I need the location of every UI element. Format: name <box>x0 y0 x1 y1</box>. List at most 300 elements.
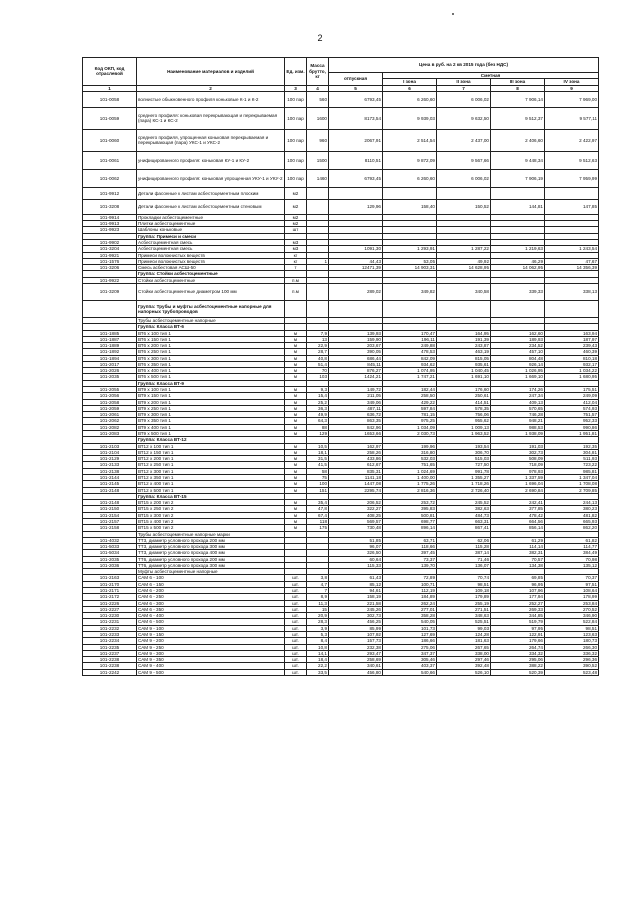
cell-unit: шт. <box>285 625 307 631</box>
cell-price-zone-1: 934,62 <box>383 361 437 367</box>
cell-mass <box>307 283 329 300</box>
cell-price-zone-1: 478,53 <box>383 349 437 355</box>
cell-unit: м <box>285 431 307 437</box>
cell-name: САМ 6 - 200 <box>137 588 285 594</box>
cell-price-sale: 1141,18 <box>329 474 383 480</box>
col-number: 3 <box>285 85 307 91</box>
cell-mass: 49,9 <box>307 412 329 418</box>
cell-price-zone-1: 2 514,54 <box>383 129 437 151</box>
cell-price-zone-4: 98,51 <box>545 625 599 631</box>
cell-price-zone-2: 255,19 <box>437 600 491 606</box>
cell-code: 101-2235 <box>83 644 137 650</box>
cell-code: 101-2035 <box>83 374 137 380</box>
cell-price-zone-4: 990,86 <box>545 424 599 430</box>
cell-code: 101-0061 <box>83 151 137 169</box>
cell-price-zone-3: 269,33 <box>491 606 545 612</box>
cell-mass: 100 <box>307 481 329 487</box>
cell-mass: 13 <box>307 336 329 342</box>
cell-unit: шт. <box>285 606 307 612</box>
cell-price-zone-1: 101,73 <box>383 625 437 631</box>
cell-name: ВТ15 х 300 тип 2 <box>137 512 285 518</box>
cell-mass: 960 <box>307 129 329 151</box>
cell-name: Муфты асбестоцементные напорные <box>137 569 285 575</box>
cell-price-zone-4: 7 969,00 <box>545 91 599 107</box>
cell-price-zone-4: 723,22 <box>545 462 599 468</box>
cell-price-zone-4: 239,43 <box>545 343 599 349</box>
cell-unit: м <box>285 368 307 374</box>
cell-price-zone-2: 176,60 <box>437 387 491 393</box>
cell-mass: 40,8 <box>307 355 329 361</box>
cell-unit: м2 <box>285 214 307 220</box>
cell-unit: шт. <box>285 588 307 594</box>
header-zones: Сметная <box>383 73 599 79</box>
cell-name: ВТ9 х 350 тип 1 <box>137 418 285 424</box>
cell-price-zone-2: 2 437,00 <box>437 129 491 151</box>
cell-price-zone-1: 72,89 <box>383 575 437 581</box>
cell-price-zone-1 <box>383 300 437 317</box>
cell-mass: 14,1 <box>307 650 329 656</box>
table-row <box>83 199 599 214</box>
cell-code: 101-2238 <box>83 663 137 669</box>
table-row <box>83 669 599 675</box>
cell-mass: 47,8 <box>307 506 329 512</box>
cell-price-sale: 456,80 <box>329 669 383 675</box>
cell-mass: 8,4 <box>307 638 329 644</box>
cell-code: 101-2145 <box>83 481 137 487</box>
cell-name: ВТ9 х 150 тип 1 <box>137 393 285 399</box>
cell-unit: м <box>285 506 307 512</box>
cell-price-zone-3: 2 690,84 <box>491 487 545 493</box>
cell-name: Группа: Класса ВТ-6 <box>137 324 285 330</box>
cell-price-zone-3: 664,56 <box>491 518 545 524</box>
cell-mass: 28,3 <box>307 619 329 625</box>
cell-code: 101-3209 <box>83 283 137 300</box>
cell-code: 101-3206 <box>83 265 137 271</box>
cell-unit: м <box>285 418 307 424</box>
cell-price-sale: 863,35 <box>329 418 383 424</box>
cell-code: 101-2148 <box>83 487 137 493</box>
cell-price-zone-4: 862,20 <box>545 525 599 531</box>
cell-price-zone-2: 99,03 <box>437 625 491 631</box>
cell-mass: 7,9 <box>307 330 329 336</box>
cell-price-zone-1: 182,44 <box>383 387 437 393</box>
cell-price-zone-4: 249,09 <box>545 393 599 399</box>
cell-price-sale: 139,93 <box>329 330 383 336</box>
cell-price-sale: 612,67 <box>329 462 383 468</box>
cell-price-zone-3: 570,65 <box>491 405 545 411</box>
cell-price-zone-3: 1 696,04 <box>491 481 545 487</box>
cell-unit: м <box>285 336 307 342</box>
cell-name: среднего профиля: коньковая перекрывающая и перекрываемая (пара) КС-1 и КС-2 <box>137 107 285 129</box>
cell-name: ВТ12 х 400 тип 1 <box>137 481 285 487</box>
cell-code: 101-9921 <box>83 252 137 258</box>
cell-mass: 5,3 <box>307 632 329 638</box>
cell-name: Плитки асбестоцементные <box>137 221 285 227</box>
cell-price-zone-4: 192,35 <box>545 443 599 449</box>
cell-name: САМ 9 - 300 <box>137 650 285 656</box>
cell-price-zone-3: 339,33 <box>491 283 545 300</box>
cell-code: 101-2103 <box>83 443 137 449</box>
cell-price-sale: 456,25 <box>329 619 383 625</box>
col-number: 8 <box>491 85 545 91</box>
cell-code: 101-1885 <box>83 330 137 336</box>
cell-price-zone-4: 147,85 <box>545 199 599 214</box>
cell-mass: 31,5 <box>307 456 329 462</box>
cell-price-zone-4: 47,67 <box>545 258 599 264</box>
cell-price-zone-2: 181,63 <box>437 638 491 644</box>
cell-code: 101-2238 <box>83 657 137 663</box>
cell-name: Смесь асбестовая АСШ-50 <box>137 265 285 271</box>
cell-name: ВТ6 х 400 тип 1 <box>137 368 285 374</box>
cell-mass: 67,4 <box>307 512 329 518</box>
cell-mass: 36,3 <box>307 405 329 411</box>
cell-price-sale: 326,50 <box>329 550 383 556</box>
cell-code: 101-2234 <box>83 638 137 644</box>
cell-code: 101-2230 <box>83 613 137 619</box>
cell-mass: 51,4 <box>307 361 329 367</box>
cell-price-zone-1: 403,37 <box>383 663 437 669</box>
cell-price-zone-2: 1 355,27 <box>437 474 491 480</box>
cell-price-zone-4: 810,18 <box>545 355 599 361</box>
cell-name: САМ 6 - 500 <box>137 619 285 625</box>
cell-price-zone-4: 178,99 <box>545 594 599 600</box>
cell-mass: 35,4 <box>307 500 329 506</box>
cell-price-zone-1: 196,11 <box>383 336 437 342</box>
cell-price-sale: 1653,66 <box>329 431 383 437</box>
cell-name: ВТ12 х 300 тип 1 <box>137 468 285 474</box>
cell-price-zone-3: 69,85 <box>491 575 545 581</box>
cell-code: 101-2056 <box>83 393 137 399</box>
cell-price-zone-1: 2 030,73 <box>383 431 437 437</box>
cell-price-sale: 2295,74 <box>329 487 383 493</box>
cell-price-zone-3: 804,48 <box>491 355 545 361</box>
cell-name: САМ 6 - 300 <box>137 600 285 606</box>
cell-code: 101-5034 <box>83 550 137 556</box>
cell-price-sale: 85,12 <box>329 581 383 587</box>
cell-price-sale: 206,52 <box>329 500 383 506</box>
cell-price-zone-3: 409,13 <box>491 399 545 405</box>
group-row <box>83 300 599 317</box>
cell-unit: м <box>285 512 307 518</box>
cell-name: Примеси волокнистых веществ <box>137 252 285 258</box>
cell-price-sale: 1091,30 <box>329 246 383 252</box>
cell-price-zone-4: 1 708,08 <box>545 481 599 487</box>
cell-price-zone-1: 262,24 <box>383 600 437 606</box>
cell-price-zone-4: 97,51 <box>545 581 599 587</box>
cell-name: САМ 9 - 500 <box>137 669 285 675</box>
header-name: Наименование материалов и изделий <box>137 58 285 86</box>
cell-code: 101-2148 <box>83 500 137 506</box>
cell-price-zone-4: 523,48 <box>545 669 599 675</box>
cell-price-zone-1: 158,40 <box>383 199 437 214</box>
cell-price-sale: 60,64 <box>329 556 383 562</box>
cell-price-zone-2 <box>437 187 491 199</box>
cell-price-zone-2: 164,95 <box>437 330 491 336</box>
cell-mass: 7 <box>307 588 329 594</box>
cell-price-zone-2: 243,87 <box>437 343 491 349</box>
cell-price-zone-2: 578,35 <box>437 405 491 411</box>
header-mass: Масса брутто, кг <box>307 58 329 86</box>
cell-name: Примеси волокнистых веществ <box>137 258 285 264</box>
cell-unit: шт. <box>285 669 307 675</box>
cell-code: 101-2055 <box>83 387 137 393</box>
cell-price-sale: 569,57 <box>329 518 383 524</box>
cell-price-zone-4: 1 034,22 <box>545 368 599 374</box>
cell-price-zone-2: 6 006,02 <box>437 91 491 107</box>
cell-price-zone-1: 53,05 <box>383 258 437 264</box>
cell-mass: 33,5 <box>307 669 329 675</box>
cell-mass: 8,9 <box>307 594 329 600</box>
cell-price-sale: 232,38 <box>329 644 383 650</box>
cell-price-zone-3: 1 219,63 <box>491 246 545 252</box>
cell-price-zone-3: 519,79 <box>491 619 545 625</box>
cell-name: Группа: Стойки асбестоцементные <box>137 271 285 277</box>
cell-price-zone-1: 258,50 <box>383 393 437 399</box>
cell-price-zone-1: 139,70 <box>383 562 437 568</box>
cell-price-zone-4: 187,97 <box>545 336 599 342</box>
cell-name: ВТ6 х 500 тип 1 <box>137 374 285 380</box>
cell-price-zone-1: 1 775,26 <box>383 481 437 487</box>
cell-name: ВТ6 х 200 тип 1 <box>137 343 285 349</box>
cell-price-zone-2: 1 287,22 <box>437 246 491 252</box>
cell-unit: шт. <box>285 638 307 644</box>
cell-price-sale: 302,73 <box>329 613 383 619</box>
cell-price-zone-1: 184,89 <box>383 594 437 600</box>
cell-price-zone-3: 856,14 <box>491 525 545 531</box>
cell-price-sale: 636,72 <box>329 412 383 418</box>
cell-price-zone-3: 1 026,95 <box>491 368 545 374</box>
cell-name: ВТ12 х 350 тип 1 <box>137 474 285 480</box>
cell-price-zone-1: 1 024,69 <box>383 468 437 474</box>
cell-price-zone-2: 109,18 <box>437 588 491 594</box>
cell-unit: п.м <box>285 277 307 283</box>
cell-price-zone-4: 338,13 <box>545 283 599 300</box>
cell-mass: 151 <box>307 487 329 493</box>
header-price: Цена в руб. на 2 кв 2015 года (без НДС) <box>329 58 599 73</box>
cell-mass: 3,8 <box>307 575 329 581</box>
cell-code: 101-3204 <box>83 246 137 252</box>
cell-price-zone-4: 336,32 <box>545 650 599 656</box>
cell-name: ВТ15 х 400 тип 2 <box>137 518 285 524</box>
cell-price-zone-2: 1 040,45 <box>437 368 491 374</box>
cell-code: 101-2157 <box>83 518 137 524</box>
cell-price-sale: 94,61 <box>329 588 383 594</box>
cell-mass: 1 <box>307 258 329 264</box>
cell-mass: 41,5 <box>307 462 329 468</box>
cell-code: 101-2026 <box>83 368 137 374</box>
cell-mass <box>307 300 329 317</box>
cell-price-zone-1: 698,77 <box>383 518 437 524</box>
cell-unit: м3 <box>285 246 307 252</box>
cell-price-zone-4: 384,49 <box>545 550 599 556</box>
col-number: 7 <box>437 85 491 91</box>
cell-price-sale: 8173,54 <box>329 107 383 129</box>
cell-name: Трубы асбестоцементные напорные <box>137 317 285 323</box>
cell-price-zone-4: 412,04 <box>545 399 599 405</box>
cell-unit: 100 пар <box>285 107 307 129</box>
cell-price-zone-4: 1 951,81 <box>545 431 599 437</box>
cell-price-zone-4: 70,37 <box>545 575 599 581</box>
cell-price-zone-1: 316,80 <box>383 449 437 455</box>
cell-code: 101-2163 <box>83 575 137 581</box>
cell-price-zone-3: 1 938,09 <box>491 431 545 437</box>
cell-price-zone-4: 2 709,85 <box>545 487 599 493</box>
cell-code: 101-2104 <box>83 449 137 455</box>
cell-name: САМ 9 - 100 <box>137 625 285 631</box>
cell-price-sale: 6793,45 <box>329 169 383 187</box>
cell-price-zone-4: 952,33 <box>545 418 599 424</box>
cell-name: ТТ3, диаметр условного прохода 400 мм <box>137 550 285 556</box>
cell-price-zone-3: 302,73 <box>491 449 545 455</box>
cell-unit: м2 <box>285 199 307 214</box>
cell-code: 101-2226 <box>83 600 137 606</box>
cell-mass: 1460 <box>307 169 329 187</box>
cell-price-sale: 221,58 <box>329 600 383 606</box>
header-zone-4: IV зона <box>545 79 599 85</box>
cell-price-zone-3: 344,85 <box>491 613 545 619</box>
cell-code: 101-2062 <box>83 418 137 424</box>
cell-price-zone-4: 244,13 <box>545 500 599 506</box>
cell-price-sale: 129,96 <box>329 199 383 214</box>
cell-price-sale: 258,26 <box>329 449 383 455</box>
cell-price-zone-2: 150,52 <box>437 199 491 214</box>
cell-code: 101-2083 <box>83 431 137 437</box>
cell-price-zone-4: 390,52 <box>545 663 599 669</box>
cell-mass <box>307 199 329 214</box>
cell-price-zone-2: 463,19 <box>437 349 491 355</box>
cell-code: 101-2227 <box>83 606 137 612</box>
cell-name: Детали фасонные к листам асбестоцементным стеновым <box>137 199 285 214</box>
cell-unit <box>285 300 307 317</box>
cell-unit: м3 <box>285 239 307 245</box>
cell-price-zone-1: 6 260,60 <box>383 91 437 107</box>
header-sale: отпускная <box>329 73 383 86</box>
cell-code: 101-1889 <box>83 343 137 349</box>
cell-price-zone-2: 340,58 <box>437 283 491 300</box>
cell-price-zone-2: 98,51 <box>437 581 491 587</box>
cell-name: ВТ12 х 100 тип 1 <box>137 443 285 449</box>
cell-unit: м <box>285 443 307 449</box>
cell-price-zone-3: 242,41 <box>491 500 545 506</box>
cell-code: 101-0062 <box>83 169 137 187</box>
cell-price-zone-1: 429,22 <box>383 399 437 405</box>
cell-price-zone-3: 457,10 <box>491 349 545 355</box>
cell-price-sale: 61,43 <box>329 575 383 581</box>
cell-mass: 11,3 <box>307 600 329 606</box>
cell-code: 101-2232 <box>83 625 137 631</box>
cell-name: ТТ6, диаметр условного прохода 300 мм <box>137 562 285 568</box>
cell-price-zone-1: 2 816,36 <box>383 487 437 493</box>
cell-price-zone-2: 991,78 <box>437 468 491 474</box>
cell-price-zone-2: 756,06 <box>437 412 491 418</box>
cell-price-zone-1: 540,05 <box>383 619 437 625</box>
cell-name: САМ 6 - 100 <box>137 575 285 581</box>
cell-price-zone-3: 191,03 <box>491 443 545 449</box>
cell-price-sale: 2067,91 <box>329 129 383 151</box>
cell-price-zone-4: 14 356,39 <box>545 265 599 271</box>
cell-price-sale: 876,27 <box>329 368 383 374</box>
cell-price-sale: 293,47 <box>329 650 383 656</box>
cell-price-sale: 157,73 <box>329 638 383 644</box>
cell-price-sale: 115,33 <box>329 562 383 568</box>
cell-name: Детали фасонные к листам асбестоцементным плоским <box>137 187 285 199</box>
cell-name: ВТ12 х 150 тип 1 <box>137 449 285 455</box>
cell-price-zone-1: 1 400,00 <box>383 474 437 480</box>
cell-price-zone-4: 9 577,11 <box>545 107 599 129</box>
cell-price-zone-2: 414,51 <box>437 399 491 405</box>
cell-price-zone-4: 1 680,95 <box>545 374 599 380</box>
cell-code: 101-2150 <box>83 506 137 512</box>
cell-price-zone-1: 112,19 <box>383 588 437 594</box>
cell-price-zone-2: 525,51 <box>437 619 491 625</box>
cell-mass: 10,5 <box>307 443 329 449</box>
cell-price-zone-1: 9 872,09 <box>383 151 437 169</box>
cell-mass: 70 <box>307 368 329 374</box>
cell-name: ВТ6 х 350 тип 1 <box>137 361 285 367</box>
cell-name: ТТ3, диаметр условного прохода 200 мм <box>137 537 285 543</box>
cell-mass: 4,7 <box>307 581 329 587</box>
cell-price-zone-2: 867,41 <box>437 525 491 531</box>
cell-price-zone-4: 61,82 <box>545 537 599 543</box>
cell-code: 101-2138 <box>83 468 137 474</box>
cell-price-zone-3: 295,06 <box>491 657 545 663</box>
cell-unit: м <box>285 518 307 524</box>
cell-unit: шт. <box>285 594 307 600</box>
cell-name: ВТ9 х 250 тип 1 <box>137 405 285 411</box>
cell-name: Стойки асбестоцементные <box>137 277 285 283</box>
cell-name: САМ 6 - 400 <box>137 613 285 619</box>
cell-price-zone-3: 2 406,60 <box>491 129 545 151</box>
cell-mass: 88 <box>307 424 329 430</box>
cell-price-zone-2: 9 567,66 <box>437 151 491 169</box>
cell-price-zone-2: 727,50 <box>437 462 491 468</box>
cell-mass: 15 <box>307 606 329 612</box>
cell-price-sale: 408,25 <box>329 512 383 518</box>
cell-price-zone-4: 2 422,97 <box>545 129 599 151</box>
cell-unit: м <box>285 456 307 462</box>
cell-price-zone-1: 349,82 <box>383 283 437 300</box>
cell-name: среднего профиля, упрощенная коньковая перекрываемая и перекрывающая (пара) УКС-1 и УКС-2 <box>137 129 285 151</box>
cell-mass: 20,9 <box>307 613 329 619</box>
cell-unit: м <box>285 355 307 361</box>
scan-dot <box>452 13 454 15</box>
cell-price-zone-4: 266,30 <box>545 644 599 650</box>
cell-unit: м <box>285 361 307 367</box>
cell-price-zone-4: 522,84 <box>545 619 599 625</box>
cell-price-zone-3: 978,93 <box>491 468 545 474</box>
cell-unit: кг <box>285 258 307 264</box>
cell-price-zone-3 <box>491 187 545 199</box>
cell-price-zone-3: 746,28 <box>491 412 545 418</box>
cell-price-zone-1: 186,66 <box>383 638 437 644</box>
cell-price-sale: 158,19 <box>329 594 383 600</box>
cell-code: 101-2061 <box>83 412 137 418</box>
cell-price-zone-2: 1 009,13 <box>437 424 491 430</box>
cell-price-zone-1: 532,03 <box>383 456 437 462</box>
cell-price-zone-3: 97,95 <box>491 625 545 631</box>
cell-price-zone-2: 484,73 <box>437 512 491 518</box>
cell-code: 101-9914 <box>83 214 137 220</box>
cell-price-sale: 96,07 <box>329 544 383 550</box>
cell-price-sale: 12471,39 <box>329 265 383 271</box>
cell-price-zone-3: 7 906,14 <box>491 91 545 107</box>
cell-price-sale: 44,43 <box>329 258 383 264</box>
cell-price-zone-2: 663,31 <box>437 518 491 524</box>
cell-code: 101-2035 <box>83 556 137 562</box>
cell-price-sale: 845,11 <box>329 361 383 367</box>
cell-name: Асбестоцементная смесь <box>137 239 285 245</box>
cell-mass: 15,4 <box>307 393 329 399</box>
